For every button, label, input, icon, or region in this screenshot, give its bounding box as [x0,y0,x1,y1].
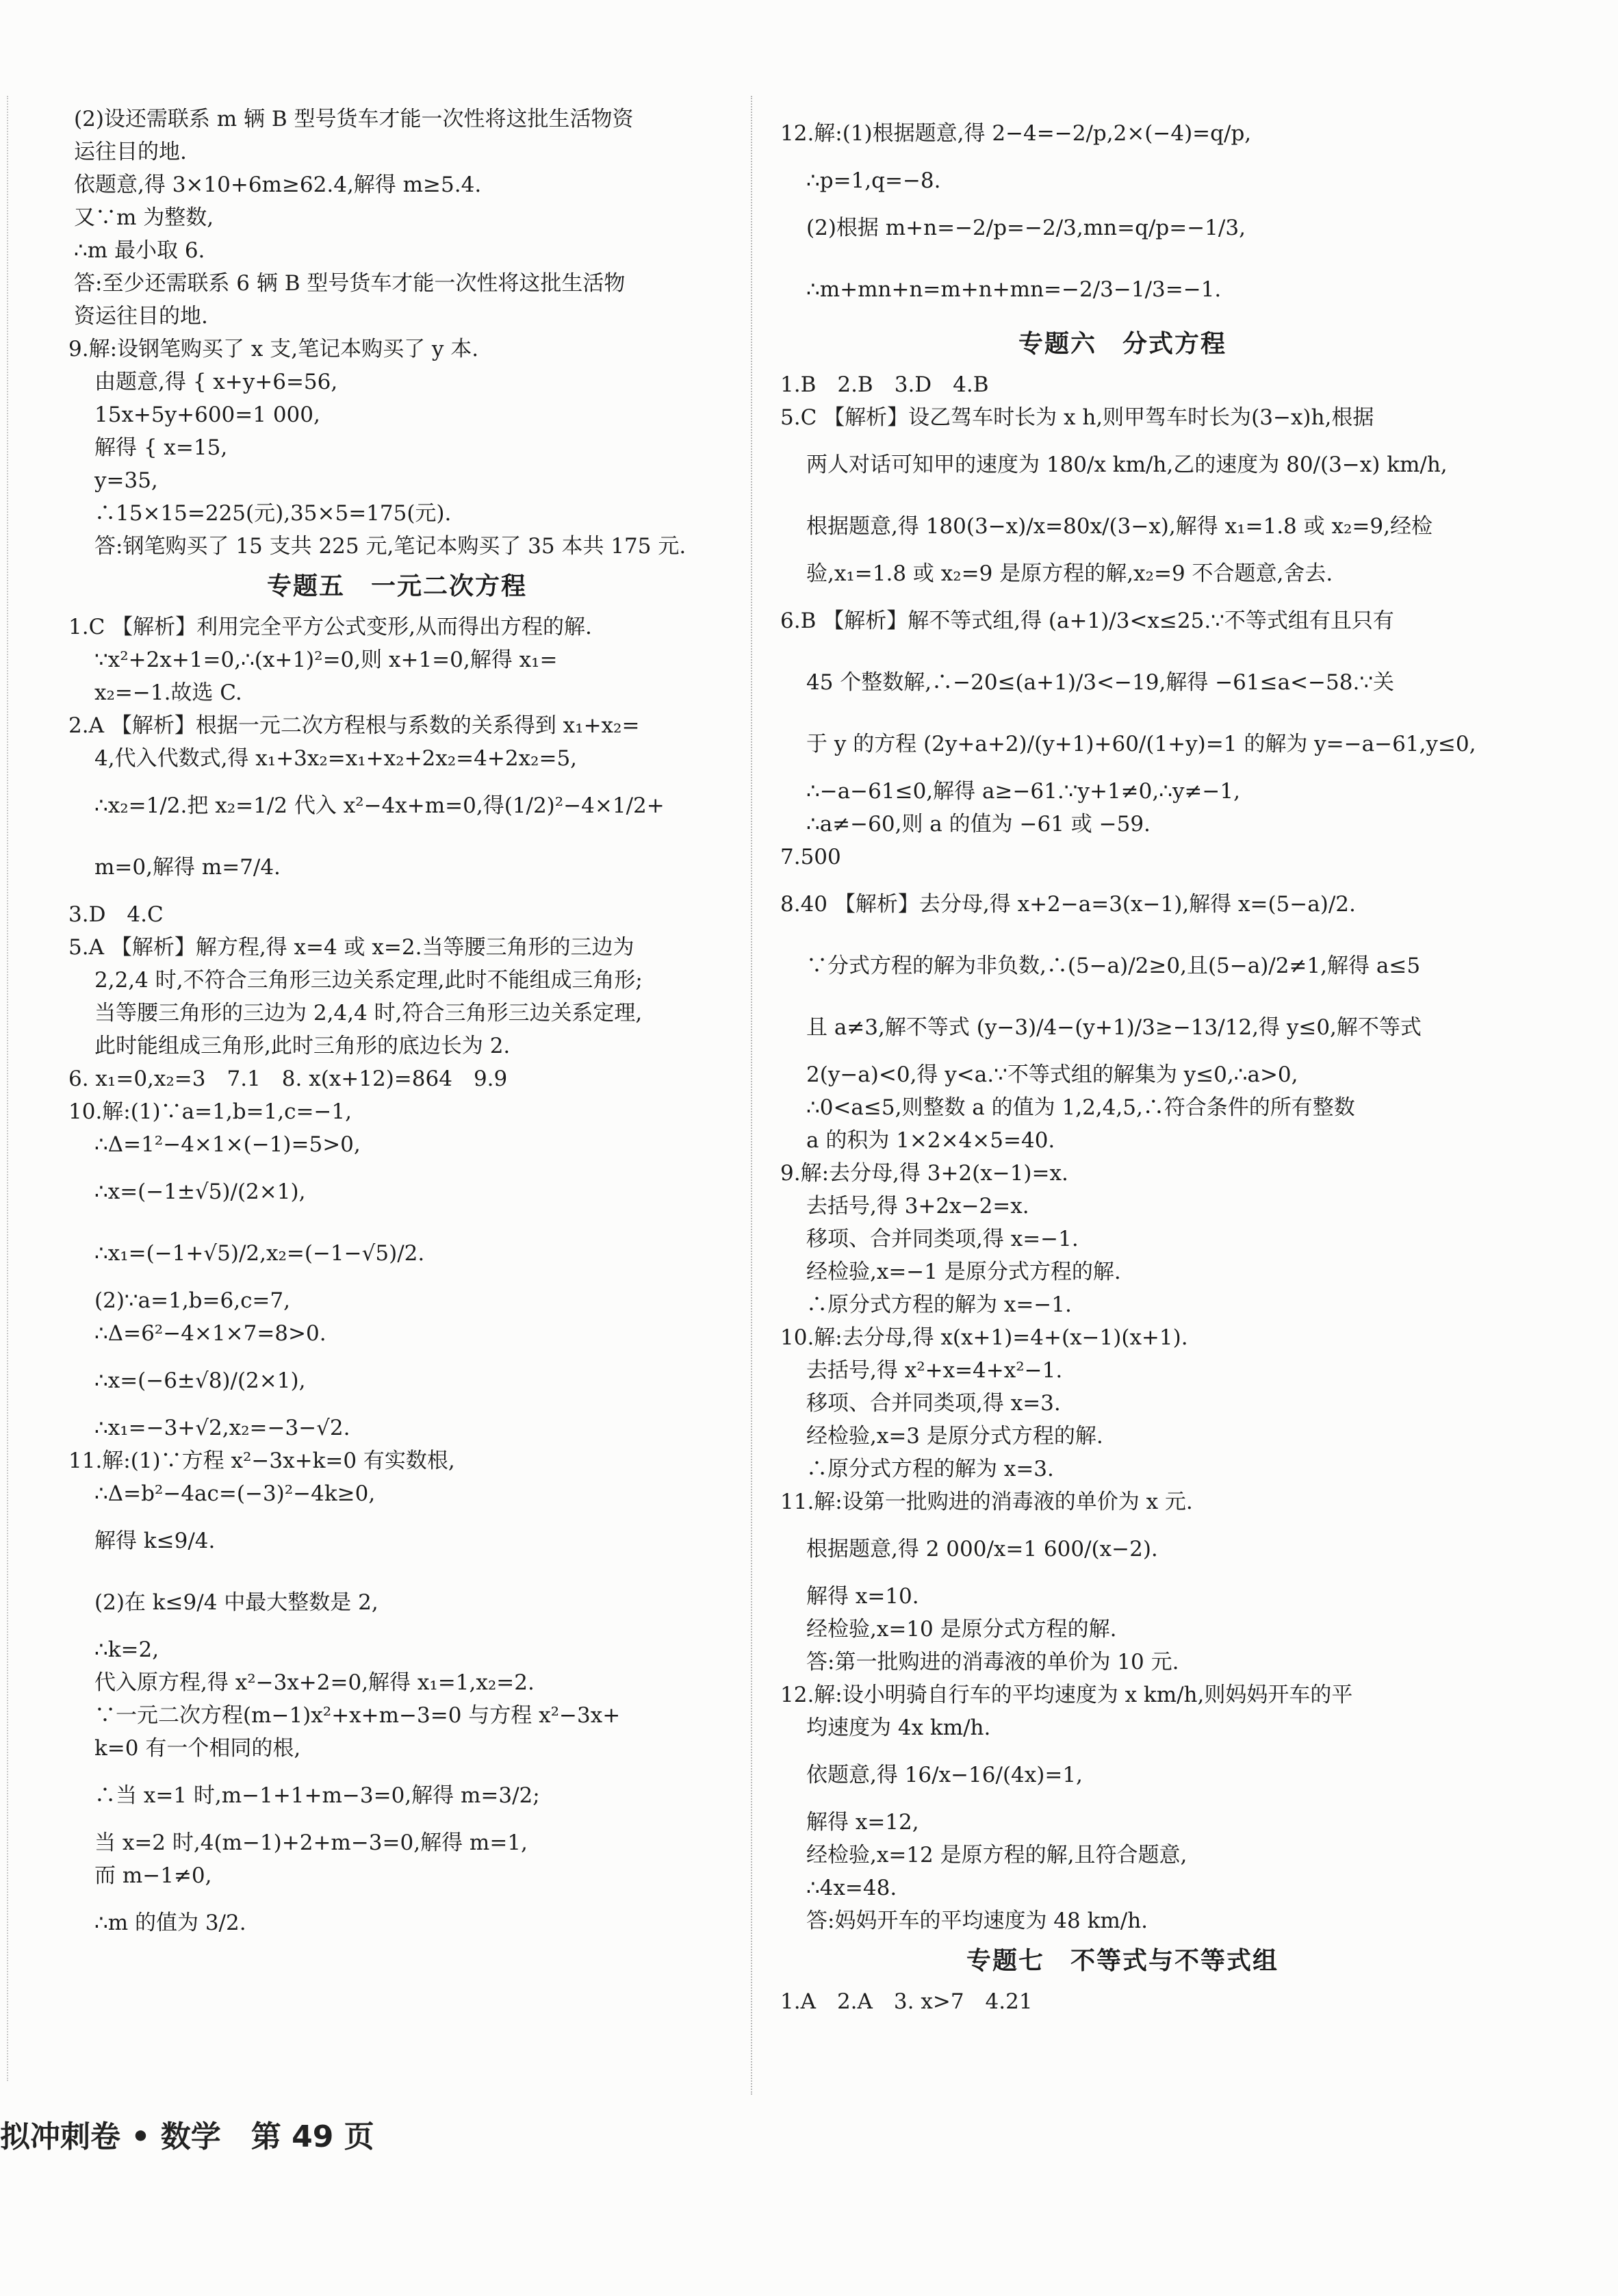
answer-line: 11.解:(1)∵方程 x²−3x+k=0 有实数根, [68,1449,455,1473]
answer-line: ∴x₁=(−1+√5)/2,x₂=(−1−√5)/2. [94,1241,425,1266]
answer-line: 1.C 【解析】利用完全平方公式变形,从而得出方程的解. [68,615,592,639]
answer-line: 去括号,得 x²+x=4+x²−1. [806,1358,1063,1383]
column-divider [751,96,752,2095]
answer-line: ∴m+mn+n=m+n+mn=−2/3−1/3=−1. [806,277,1222,302]
answer-line: 两人对话可知甲的速度为 180/x km/h,乙的速度为 80/(3−x) km/h, [806,452,1448,477]
answer-line: ∵分式方程的解为非负数,∴(5−a)/2≥0,且(5−a)/2≠1,解得 a≤5 [806,954,1421,978]
answer-line: 2(y−a)<0,得 y<a.∵不等式组的解集为 y≤0,∴a>0, [806,1062,1298,1087]
answer-line: ∴0<a≤5,则整数 a 的值为 1,2,4,5,∴符合条件的所有整数 [806,1095,1355,1120]
answer-line: (2)∵a=1,b=6,c=7, [94,1288,290,1313]
answer-line: ∵x²+2x+1=0,∴(x+1)²=0,则 x+1=0,解得 x₁= [94,648,558,672]
answer-line: ∴k=2, [94,1637,159,1662]
answer-line: ∴a≠−60,则 a 的值为 −61 或 −59. [806,812,1151,837]
answer-line: ∴x₂=1/2.把 x₂=1/2 代入 x²−4x+m=0,得(1/2)²−4×1/2+ [94,793,665,818]
answer-line: x₂=−1.故选 C. [94,680,242,705]
answer-line: 经检验,x=−1 是原分式方程的解. [806,1260,1121,1284]
answer-line: 移项、合并同类项,得 x=−1. [806,1227,1079,1251]
answer-line: 当等腰三角形的三边为 2,4,4 时,符合三角形三边关系定理, [94,1001,643,1025]
answer-line: 9.解:去分母,得 3+2(x−1)=x. [780,1161,1068,1186]
section-title: 专题五 一元二次方程 [266,572,527,600]
answer-line: ∴Δ=1²−4×1×(−1)=5>0, [94,1132,361,1157]
answer-line: ∴x=(−1±√5)/(2×1), [94,1179,306,1204]
answer-line: ∴x₁=−3+√2,x₂=−3−√2. [94,1416,350,1440]
answer-line: 代入原方程,得 x²−3x+2=0,解得 x₁=1,x₂=2. [94,1670,535,1695]
answer-line: 1.A 2.A 3. x>7 4.21 [780,1989,1033,2014]
answer-line: 此时能组成三角形,此时三角形的底边长为 2. [94,1034,511,1058]
left-column [68,103,725,1954]
answer-line: 8.40 【解析】去分母,得 x+2−a=3(x−1),解得 x=(5−a)/2. [780,892,1356,917]
answer-line: a 的积为 1×2×4×5=40. [806,1128,1055,1153]
answer-line: 均速度为 4x km/h. [806,1715,991,1740]
answer-line: 依题意,得 3×10+6m≥62.4,解得 m≥5.4. [74,173,482,197]
answer-line: (2)在 k≤9/4 中最大整数是 2, [94,1590,378,1615]
answer-line: 12.解:(1)根据题意,得 2−4=−2/p,2×(−4)=q/p, [780,121,1252,146]
answer-line: 根据题意,得 2 000/x=1 600/(x−2). [806,1537,1158,1561]
answer-line: k=0 有一个相同的根, [94,1736,301,1761]
answer-line: ∴p=1,q=−8. [806,168,941,193]
answer-line: ∴原分式方程的解为 x=−1. [806,1292,1072,1317]
answer-line: 15x+5y+600=1 000, [94,403,320,427]
answer-line: (2)根据 m+n=−2/p=−2/3,mn=q/p=−1/3, [806,216,1246,240]
section-title: 专题六 分式方程 [1018,330,1227,358]
answer-line: 3.D 4.C [68,902,164,927]
answer-line: 解得 x=12, [806,1810,919,1835]
answer-line: 12.解:设小明骑自行车的平均速度为 x km/h,则妈妈开车的平 [780,1683,1353,1707]
answer-line: 6. x₁=0,x₂=3 7.1 8. x(x+12)=864 9.9 [68,1067,508,1091]
answer-line: y=35, [94,468,158,493]
answer-line: ∴当 x=1 时,m−1+1+m−3=0,解得 m=3/2; [94,1783,540,1808]
answer-line: ∴Δ=b²−4ac=(−3)²−4k≥0, [94,1481,376,1506]
answer-line: 解得 x=10. [806,1584,919,1609]
answer-line: 运往目的地. [74,140,187,164]
answer-line: 5.A 【解析】解方程,得 x=4 或 x=2.当等腰三角形的三边为 [68,935,634,960]
answer-line: 验,x₁=1.8 或 x₂=9 是原方程的解,x₂=9 不合题意,舍去. [806,561,1333,586]
answer-line: 当 x=2 时,4(m−1)+2+m−3=0,解得 m=1, [94,1831,528,1855]
answer-line: ∵一元二次方程(m−1)x²+x+m−3=0 与方程 x²−3x+ [94,1703,621,1728]
answer-line: 2.A 【解析】根据一元二次方程根与系数的关系得到 x₁+x₂= [68,713,640,738]
answer-line: 10.解:去分母,得 x(x+1)=4+(x−1)(x+1). [780,1325,1188,1350]
answer-line: ∴15×15=225(元),35×5=175(元). [94,501,452,526]
answer-line: 解得 { x=15, [94,435,228,460]
answer-line: 4,代入代数式,得 x₁+3x₂=x₁+x₂+2x₂=4+2x₂=5, [94,746,578,771]
answer-line: 而 m−1≠0, [94,1863,212,1888]
answer-line: 9.解:设钢笔购买了 x 支,笔记本购买了 y 本. [68,337,479,361]
answer-line: ∴m 的值为 3/2. [94,1911,246,1935]
answer-line: 答:妈妈开车的平均速度为 48 km/h. [806,1909,1148,1933]
answer-line: 6.B 【解析】解不等式组,得 (a+1)/3<x≤25.∵不等式组有且只有 [780,609,1394,633]
answer-line: 2,2,4 时,不符合三角形三边关系定理,此时不能组成三角形; [94,968,643,993]
answer-line: 解得 k≤9/4. [94,1529,216,1553]
answer-line: 经检验,x=3 是原分式方程的解. [806,1424,1103,1449]
answer-line: (2)设还需联系 m 辆 B 型号货车才能一次性将这批生活物资 [74,107,634,131]
left-edge-dotted-line [7,96,8,2081]
answer-line: 去括号,得 3+2x−2=x. [806,1194,1029,1219]
answer-line: 答:至少还需联系 6 辆 B 型号货车才能一次性将这批生活物 [74,271,626,296]
answer-line: 10.解:(1)∵a=1,b=1,c=−1, [68,1099,352,1124]
section-title: 专题七 不等式与不等式组 [966,1947,1279,1975]
answer-line: 7.500 [780,845,841,869]
page-footer: 拟冲刺卷 • 数学 第 49 页 [0,2119,374,2154]
answer-line: 于 y 的方程 (2y+a+2)/(y+1)+60/(1+y)=1 的解为 y=−a−61,y≤0, [806,732,1476,756]
answer-line: ∴−a−61≤0,解得 a≥−61.∵y+1≠0,∴y≠−1, [806,779,1240,804]
answer-line: 答:第一批购进的消毒液的单价为 10 元. [806,1650,1179,1674]
answer-line: ∴m 最小取 6. [74,238,205,263]
answer-line: 由题意,得 { x+y+6=56, [94,370,338,394]
answer-line: 45 个整数解,∴−20≤(a+1)/3<−19,解得 −61≤a<−58.∵关 [806,670,1395,695]
answer-line: 资运往目的地. [74,304,208,329]
answer-line: 且 a≠3,解不等式 (y−3)/4−(y+1)/3≥−13/12,得 y≤0,解不等式 [806,1015,1422,1040]
answer-line: m=0,解得 m=7/4. [94,855,281,880]
right-column [780,103,1476,2018]
answer-line: ∴原分式方程的解为 x=3. [806,1457,1054,1481]
answer-line: ∴x=(−6±√8)/(2×1), [94,1368,306,1393]
answer-line: 1.B 2.B 3.D 4.B [780,372,989,397]
answer-line: 移项、合并同类项,得 x=3. [806,1391,1061,1416]
answer-line: 根据题意,得 180(3−x)/x=80x/(3−x),解得 x₁=1.8 或 x₂=9,经检 [806,514,1433,539]
answer-line: 又∵m 为整数, [74,205,214,230]
answer-line: 11.解:设第一批购进的消毒液的单价为 x 元. [780,1490,1193,1514]
answer-line: 经检验,x=10 是原分式方程的解. [806,1617,1117,1642]
answer-line: 答:钢笔购买了 15 支共 225 元,笔记本购买了 35 本共 175 元. [94,534,686,559]
answer-line: ∴4x=48. [806,1876,897,1900]
answer-line: ∴Δ=6²−4×1×7=8>0. [94,1321,326,1346]
answer-line: 依题意,得 16/x−16/(4x)=1, [806,1763,1083,1787]
answer-line: 5.C 【解析】设乙驾车时长为 x h,则甲驾车时长为(3−x)h,根据 [780,405,1374,430]
answer-line: 经检验,x=12 是原方程的解,且符合题意, [806,1843,1187,1867]
